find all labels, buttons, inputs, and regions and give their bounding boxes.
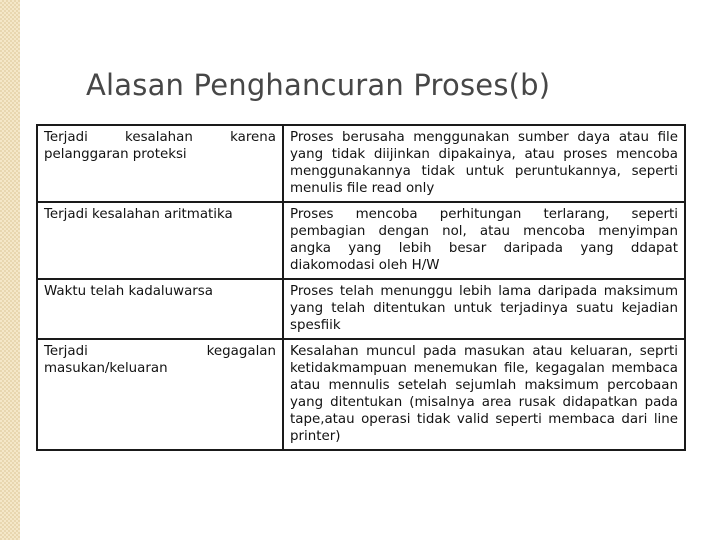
description-cell: Kesalahan muncul pada masukan atau keluaran, seprti ketidakmampuan menemukan file, kegagalan membaca atau mennulis setelah sejumlah maksimum percobaan yang ditentukan (misalnya area rusak didapatkan pada tape,atau operasi tidak valid seperti membaca dari line printer): [283, 339, 685, 450]
description-cell: Proses mencoba perhitungan terlarang, seperti pembagian dengan nol, atau mencoba menyimpan angka yang lebih besar daripada yang ddapat diakomodasi oleh H/W: [283, 202, 685, 279]
reason-cell: Terjadi kesalahan aritmatika: [37, 202, 283, 279]
reason-cell: Terjadi kegagalan masukan/keluaran: [37, 339, 283, 450]
description-cell: Proses berusaha menggunakan sumber daya atau file yang tidak diijinkan dipakainya, atau proses mencoba menggunakannya tidak untuk peruntukannya, seperti menulis file read only: [283, 125, 685, 202]
reason-cell: Terjadi kesalahan karena pelanggaran proteksi: [37, 125, 283, 202]
decorative-side-strip: [0, 0, 20, 540]
table-row: [37, 125, 685, 202]
reasons-table: [36, 124, 686, 451]
table-row: [37, 279, 685, 339]
slide-title: Alasan Penghancuran Proses(b): [86, 68, 551, 102]
description-cell: Proses telah menunggu lebih lama daripada maksimum yang telah ditentukan untuk terjadinya suatu kejadian spesfiik: [283, 279, 685, 339]
table-row: [37, 339, 685, 450]
table-row: [37, 202, 685, 279]
reason-cell: Waktu telah kadaluwarsa: [37, 279, 283, 339]
